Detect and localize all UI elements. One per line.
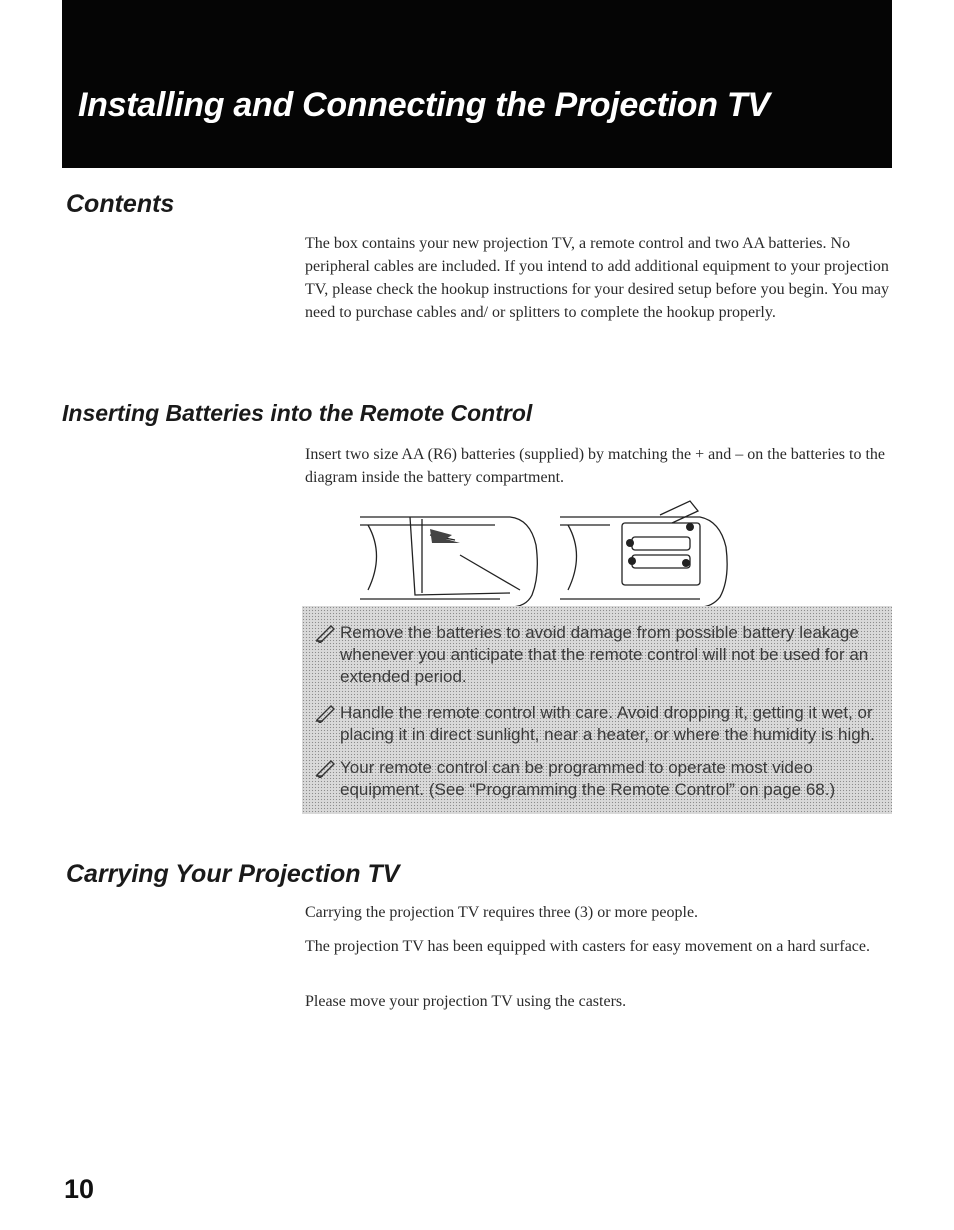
carrying-paragraph: Please move your projection TV using the casters.: [305, 993, 627, 1010]
note-item: [302, 702, 892, 746]
note-item: [302, 622, 892, 688]
note-item: [302, 757, 892, 801]
batteries-heading: Inserting Batteries into the Remote Control: [62, 400, 533, 426]
page-title: Installing and Connecting the Projection TV: [78, 86, 770, 124]
note-text: Handle the remote control with care. Avoid dropping it, getting it wet, or placing it in direct sunlight, near a heater, or where the humidity is high.: [340, 703, 875, 744]
pencil-note-icon: [314, 758, 336, 778]
note-text: Your remote control can be programmed to operate most video equipment. (See “Programming the Remote Control” on page 68.): [340, 758, 836, 799]
batteries-paragraph: Insert two size AA (R6) batteries (supplied) by matching the + and – on the batteries to the diagram inside the battery compartment.: [305, 446, 885, 486]
contents-heading: Contents: [66, 190, 175, 218]
carrying-paragraph: The projection TV has been equipped with casters for easy movement on a hard surface.: [305, 938, 870, 955]
notes-box: [302, 606, 892, 814]
header-band: [62, 0, 892, 168]
note-text: Remove the batteries to avoid damage from possible battery leakage whenever you anticipate that the remote control will not be used for an extended period.: [340, 623, 869, 686]
battery-polarity-icons: [626, 523, 694, 567]
arrow-icon: [430, 529, 460, 543]
contents-paragraph: The box contains your new projection TV, a remote control and two AA batteries. No peripheral cables are included. If you intend to add additional equipment to your projection TV, please check the hookup instructions for your desired setup before you begin. You may need to purchase cables and/ or splitters to complete the hookup properly.: [305, 235, 890, 321]
battery-insertion-illustration: [360, 495, 740, 615]
pencil-note-icon: [314, 703, 336, 723]
carrying-heading: Carrying Your Projection TV: [66, 860, 400, 888]
pencil-note-icon: [314, 623, 336, 643]
remote-cover-closed-drawing: [360, 517, 537, 607]
carrying-paragraph: Carrying the projection TV requires three (3) or more people.: [305, 904, 699, 921]
remote-cover-open-drawing: [560, 501, 727, 607]
page-number: 10: [64, 1174, 95, 1204]
